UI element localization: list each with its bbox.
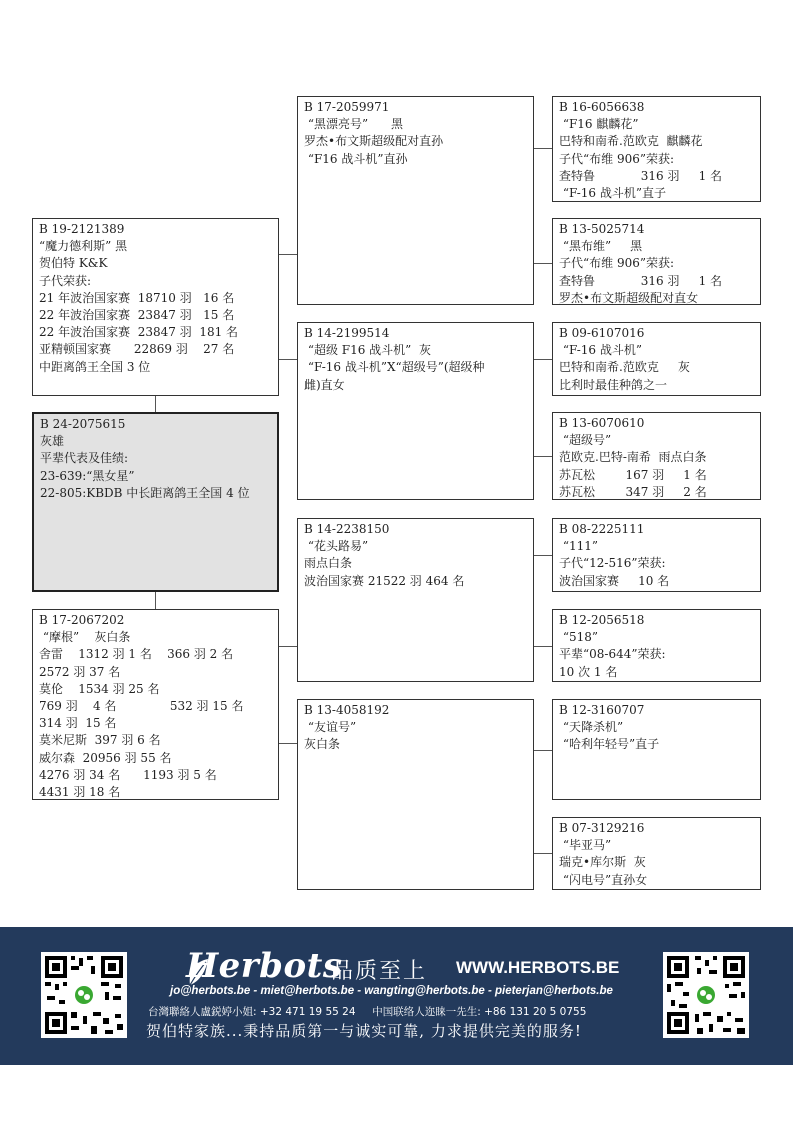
pedigree-line: “F16 战斗机”直孙 <box>304 151 408 166</box>
connector-dam-sire <box>279 646 297 647</box>
pedigree-line: “F-16 战斗机”直子 <box>559 186 667 201</box>
pedigree-line: 灰雄 <box>40 434 65 449</box>
pedigree-line: “天降杀机” <box>559 720 624 735</box>
pedigree-line: 查特鲁 316 羽 1 名 <box>559 168 723 183</box>
ss-dam-box <box>552 218 761 305</box>
pedigree-line: 769 羽 4 名 532 羽 15 名 <box>39 699 244 714</box>
phone-contacts: 台灣聯絡人盧鋭婷小姐: +32 471 19 55 24 中国联络人迩睐一先生: +86 131 20 5 0755 <box>148 1006 587 1018</box>
connector-ds-sire <box>534 555 552 556</box>
pedigree-line: 10 次 1 名 <box>559 664 618 679</box>
sire-box <box>32 218 279 396</box>
pedigree-line: 威尔森 20956 羽 55 名 <box>39 750 172 765</box>
pedigree-line: 亚精顿国家赛 22869 羽 27 名 <box>39 342 235 357</box>
ring-number: B 14-2238150 <box>304 522 390 536</box>
ring-number: B 13-6070610 <box>559 416 645 430</box>
pedigree-line: 22 年波治国家赛 23847 羽 181 名 <box>39 325 239 340</box>
pedigree-line: “F-16 战斗机”X“超级号”(超级种 <box>304 360 485 375</box>
pedigree-line: “F-16 战斗机” <box>559 343 643 358</box>
dd-dam-box <box>552 817 761 890</box>
pedigree-line: 苏瓦松 347 羽 2 名 <box>559 484 707 499</box>
pedigree-line: 巴特和南希.范欧克 灰 <box>559 360 690 375</box>
pedigree-line: 巴特和南希.范欧克 麒麟花 <box>559 134 703 149</box>
pedigree-line: 莫伦 1534 羽 25 名 <box>39 681 160 696</box>
subject-box <box>32 412 279 592</box>
wechat-icon[interactable] <box>663 952 749 1038</box>
website-link[interactable]: WWW.HERBOTS.BE <box>456 958 620 977</box>
ring-number: B 12-2056518 <box>559 613 645 627</box>
pedigree-line: 平辈代表及佳绩: <box>40 451 129 466</box>
dd-sire-box <box>552 699 761 800</box>
connector-sire-subject <box>155 396 156 412</box>
pedigree-line: “518” <box>559 630 598 645</box>
pedigree-line: 23-639:“黑女星” <box>40 468 135 483</box>
pedigree-line: 查特鲁 316 羽 1 名 <box>559 273 723 288</box>
sd-dam-box <box>552 412 761 500</box>
pedigree-line: 平辈“08-644”荣获: <box>559 647 666 662</box>
connector-sire-dam <box>279 359 297 360</box>
pedigree-line: 21 年波治国家赛 18710 羽 16 名 <box>39 290 235 305</box>
pedigree-line: 雌)直女 <box>304 377 345 392</box>
connector-dd-dam <box>534 853 552 854</box>
ring-number: B 17-2067202 <box>39 613 125 627</box>
pedigree-line: 罗杰•布文斯超级配对直孙 <box>304 134 444 149</box>
footer-motto: 贺伯特家族...秉持品质第一与诚实可靠, 力求提供完美的服务! <box>146 1022 582 1040</box>
brand-logo: Herbots <box>186 946 343 986</box>
brand-slogan: 品质至上 <box>331 959 428 984</box>
pedigree-line: 中距离鸽王全国 3 位 <box>39 359 151 374</box>
ss-sire-box <box>552 96 761 202</box>
dam-box <box>32 609 279 800</box>
ring-number: B 07-3129216 <box>559 821 645 835</box>
ring-number: B 13-5025714 <box>559 222 645 236</box>
pedigree-line: “摩根” 灰白条 <box>39 630 131 645</box>
connector-sd-dam <box>534 456 552 457</box>
sd-sire-box <box>552 322 761 396</box>
pedigree-line: “闪电号”直孙女 <box>559 872 648 887</box>
pedigree-line: 罗杰•布文斯超级配对直女 <box>559 290 699 305</box>
pedigree-line: 子代荣获: <box>39 273 92 288</box>
pedigree-line: 舍雷 1312 羽 1 名 366 羽 2 名 <box>39 647 234 662</box>
ring-number: B 17-2059971 <box>304 100 390 114</box>
sire-dam-box <box>297 322 534 500</box>
ds-dam-box <box>552 609 761 682</box>
connector-sire-sire <box>279 254 297 255</box>
pedigree-line: 子代“12-516”荣获: <box>559 556 666 571</box>
ring-number: B 08-2225111 <box>559 522 645 536</box>
pedigree-line: 波治国家赛 10 名 <box>559 573 670 588</box>
connector-subject-dam <box>155 592 156 609</box>
pedigree-line: 子代“布维 906”荣获: <box>559 256 675 271</box>
pedigree-line: “毕亚马” <box>559 838 612 853</box>
qr-code-icon[interactable] <box>41 952 127 1038</box>
dam-sire-box <box>297 518 534 682</box>
ring-number: B 16-6056638 <box>559 100 645 114</box>
connector-ss-sire <box>534 148 552 149</box>
pedigree-line: 莫米尼斯 397 羽 6 名 <box>39 733 161 748</box>
pedigree-line: 苏瓦松 167 羽 1 名 <box>559 467 707 482</box>
pedigree-line: 比利时最佳种鸽之一 <box>559 377 668 392</box>
pedigree-line: “超级 F16 战斗机” 灰 <box>304 343 431 358</box>
pedigree-line: “哈利年轻号”直子 <box>559 737 660 752</box>
pedigree-line: “黑漂亮号” 黑 <box>304 117 403 132</box>
pedigree-line: 2572 羽 37 名 <box>39 664 121 679</box>
pedigree-line: “花头路易” <box>304 539 369 554</box>
ds-sire-box <box>552 518 761 592</box>
pedigree-line: 22-805:KBDB 中长距离鸽王全国 4 位 <box>40 485 250 500</box>
ring-number: B 12-3160707 <box>559 703 645 717</box>
pedigree-line: 雨点白条 <box>304 556 353 571</box>
ring-number: B 24-2075615 <box>40 417 126 431</box>
pedigree-line: “黑布维” 黑 <box>559 239 643 254</box>
pedigree-line: 22 年波治国家赛 23847 羽 15 名 <box>39 308 235 323</box>
pedigree-line: 4276 羽 34 名 1193 羽 5 名 <box>39 767 217 782</box>
sire-sire-box <box>297 96 534 305</box>
pedigree-line: “111” <box>559 539 598 554</box>
pedigree-line: 贺伯特 K&K <box>39 256 108 271</box>
pedigree-line: 4431 羽 18 名 <box>39 785 121 800</box>
pedigree-line: 范欧克.巴特-南希 雨点白条 <box>559 450 707 465</box>
pedigree-line: 灰白条 <box>304 737 341 752</box>
connector-dd-sire <box>534 750 552 751</box>
ring-number: B 13-4058192 <box>304 703 390 717</box>
email-contacts[interactable]: jo@herbots.be - miet@herbots.be - wangting@herbots.be - pieterjan@herbots.be <box>170 985 613 997</box>
ring-number: B 19-2121389 <box>39 222 125 236</box>
pedigree-line: “友谊号” <box>304 720 357 735</box>
ring-number: B 14-2199514 <box>304 326 390 340</box>
pedigree-line: “超级号” <box>559 433 612 448</box>
connector-ds-dam <box>534 646 552 647</box>
pedigree-line: “魔力德利斯” 黑 <box>39 239 128 254</box>
connector-ss-dam <box>534 263 552 264</box>
connector-sd-sire <box>534 359 552 360</box>
pedigree-line: 314 羽 15 名 <box>39 716 117 731</box>
pedigree-line: 波治国家赛 21522 羽 464 名 <box>304 573 465 588</box>
pedigree-line: 瑞克•库尔斯 灰 <box>559 855 646 870</box>
dam-dam-box <box>297 699 534 890</box>
pedigree-line: 子代“布维 906”荣获: <box>559 151 675 166</box>
ring-number: B 09-6107016 <box>559 326 645 340</box>
connector-dam-dam <box>279 743 297 744</box>
pedigree-line: “F16 麒麟花” <box>559 117 639 132</box>
